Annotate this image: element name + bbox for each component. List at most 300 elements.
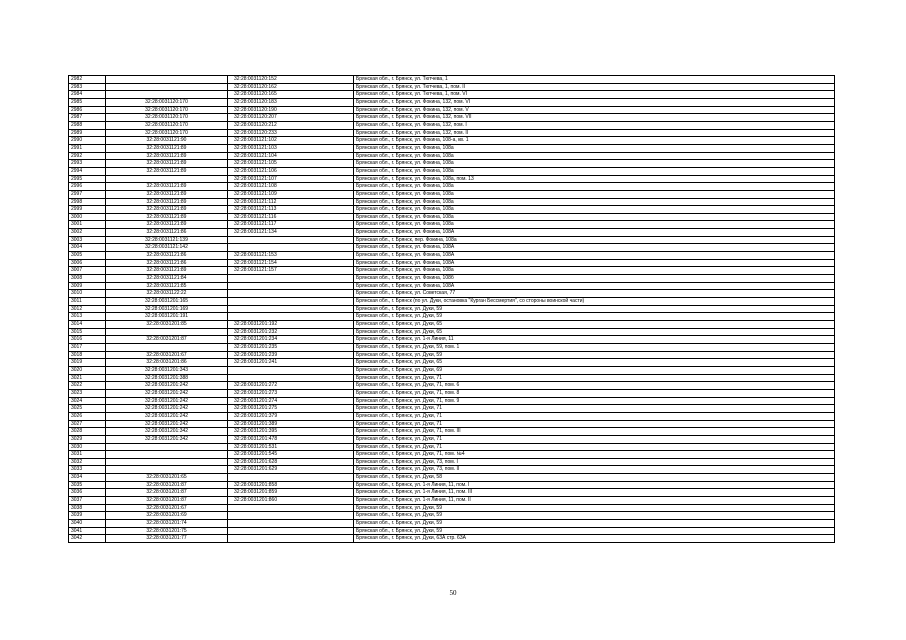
- address-cell: Брянская обл., г. Брянск, ул. Фокина, 108а: [354, 160, 835, 168]
- address-cell: Брянская обл., г. Брянск, ул. Дуки, 71: [354, 412, 835, 420]
- table-row: [69, 359, 835, 367]
- cadastral-number-cell: 32:28:0031120:207: [228, 114, 354, 122]
- parent-cadastral-number-cell: 32:28:0031201:242: [106, 397, 228, 405]
- parent-cadastral-number-cell: 32:28:0031121:89: [106, 206, 228, 214]
- address-cell: Брянская обл., г. Брянск, ул. Дуки, 73, пом. I: [354, 458, 835, 466]
- row-number-cell: 3011: [69, 298, 106, 306]
- parent-cadastral-number-cell: 32:28:0031121:86: [106, 259, 228, 267]
- parent-cadastral-number-cell: 32:28:0031121:89: [106, 160, 228, 168]
- parent-cadastral-number-cell: 32:28:0031121:89: [106, 167, 228, 175]
- row-number-cell: 3018: [69, 351, 106, 359]
- parent-cadastral-number-cell: [106, 328, 228, 336]
- parent-cadastral-number-cell: 32:28:0031201:388: [106, 374, 228, 382]
- table-row: [69, 428, 835, 436]
- row-number-cell: 2985: [69, 98, 106, 106]
- table-row: [69, 382, 835, 390]
- address-cell: Брянская обл., г. Брянск, ул. Дуки, 59: [354, 313, 835, 321]
- row-number-cell: 3003: [69, 236, 106, 244]
- table-row: [69, 389, 835, 397]
- address-cell: Брянская обл., г. Брянск, ул. Дуки, 71: [354, 443, 835, 451]
- row-number-cell: 2990: [69, 137, 106, 145]
- address-cell: Брянская обл., г. Брянск, ул. Дуки, 59: [354, 305, 835, 313]
- cadastral-number-cell: 32:28:0031121:154: [228, 259, 354, 267]
- parent-cadastral-number-cell: 32:28:0031201:342: [106, 428, 228, 436]
- address-cell: Брянская обл., г. Брянск, ул. 1-я Линия, 11, пом. I: [354, 481, 835, 489]
- parent-cadastral-number-cell: [106, 458, 228, 466]
- cadastral-number-cell: 32:28:0031201:531: [228, 443, 354, 451]
- row-number-cell: 3016: [69, 336, 106, 344]
- table-row: [69, 290, 835, 298]
- row-number-cell: 3007: [69, 267, 106, 275]
- address-cell: Брянская обл., г. Брянск, ул. Дуки, 59: [354, 504, 835, 512]
- cadastral-number-cell: 32:28:0031121:117: [228, 221, 354, 229]
- address-cell: Брянская обл., г. Брянск, ул. Фокина, 132, пом. I: [354, 121, 835, 129]
- row-number-cell: 3021: [69, 374, 106, 382]
- cadastral-number-cell: 32:28:0031121:103: [228, 144, 354, 152]
- address-cell: Брянская обл., г. Брянск, ул. Дуки, 71, пом. 8: [354, 389, 835, 397]
- cadastral-number-cell: 32:28:0031201:395: [228, 428, 354, 436]
- address-cell: Брянская обл., г. Брянск, ул. Фокина, 108а: [354, 267, 835, 275]
- table-row: [69, 129, 835, 137]
- address-cell: Брянская обл., г. Брянск, ул. Фокина, 108а: [354, 144, 835, 152]
- table-row: [69, 229, 835, 237]
- address-cell: Брянская обл., г. Брянск, ул. 1-я Линия, 11: [354, 336, 835, 344]
- parent-cadastral-number-cell: 32:28:0031201:75: [106, 527, 228, 535]
- address-cell: Брянская обл., г. Брянск, ул. Дуки, 59: [354, 351, 835, 359]
- table-row: [69, 76, 835, 84]
- cadastral-number-cell: [228, 236, 354, 244]
- cadastral-number-cell: 32:28:0031201:272: [228, 382, 354, 390]
- table-row: [69, 405, 835, 413]
- cadastral-number-cell: 32:28:0031120:165: [228, 91, 354, 99]
- table-row: [69, 443, 835, 451]
- parent-cadastral-number-cell: 32:28:0031120:170: [106, 114, 228, 122]
- address-cell: Брянская обл., г. Брянск, ул. Дуки, 69: [354, 366, 835, 374]
- table-row: [69, 206, 835, 214]
- table-row: [69, 489, 835, 497]
- parent-cadastral-number-cell: 32:28:0031120:170: [106, 121, 228, 129]
- row-number-cell: 3000: [69, 213, 106, 221]
- table-row: [69, 474, 835, 482]
- parent-cadastral-number-cell: 32:28:0031201:87: [106, 336, 228, 344]
- address-cell: Брянская обл., г. Брянск, ул. Дуки, 59: [354, 520, 835, 528]
- table-row: [69, 213, 835, 221]
- row-number-cell: 3040: [69, 520, 106, 528]
- row-number-cell: 2983: [69, 83, 106, 91]
- cadastral-number-cell: 32:28:0031201:273: [228, 389, 354, 397]
- table-row: [69, 244, 835, 252]
- address-cell: Брянская обл., г. Брянск, ул. Дуки, 58: [354, 474, 835, 482]
- row-number-cell: 2998: [69, 198, 106, 206]
- parent-cadastral-number-cell: 32:28:0031201:74: [106, 520, 228, 528]
- table-row: [69, 451, 835, 459]
- table-row: [69, 221, 835, 229]
- address-cell: Брянская обл., г. Брянск, ул. Советская, 77: [354, 290, 835, 298]
- address-cell: Брянская обл., г. Брянск, ул. Дуки, 59, пом. 1: [354, 343, 835, 351]
- row-number-cell: 3024: [69, 397, 106, 405]
- table-row: [69, 121, 835, 129]
- table-row: [69, 504, 835, 512]
- address-cell: Брянская обл., г. Брянск, ул. Дуки, 71: [354, 374, 835, 382]
- table-row: [69, 527, 835, 535]
- row-number-cell: 2995: [69, 175, 106, 183]
- parent-cadastral-number-cell: 32:28:0031201:65: [106, 474, 228, 482]
- row-number-cell: 3013: [69, 313, 106, 321]
- row-number-cell: 3015: [69, 328, 106, 336]
- parent-cadastral-number-cell: 32:28:0031120:170: [106, 106, 228, 114]
- parent-cadastral-number-cell: 32:28:0031121:86: [106, 252, 228, 260]
- cadastral-number-cell: [228, 535, 354, 543]
- parent-cadastral-number-cell: 32:28:0031201:87: [106, 497, 228, 505]
- cadastral-number-cell: 32:28:0031201:478: [228, 435, 354, 443]
- row-number-cell: 3002: [69, 229, 106, 237]
- row-number-cell: 3009: [69, 282, 106, 290]
- parent-cadastral-number-cell: [106, 76, 228, 84]
- cadastral-number-cell: 32:28:0031201:275: [228, 405, 354, 413]
- parent-cadastral-number-cell: 32:28:0031201:165: [106, 298, 228, 306]
- address-cell: Брянская обл., г. Брянск, ул. Дуки, 65: [354, 321, 835, 329]
- address-cell: Брянская обл., г. Брянск, ул. Дуки, 73, пом. II: [354, 466, 835, 474]
- parent-cadastral-number-cell: 32:28:0031201:242: [106, 389, 228, 397]
- table-row: [69, 91, 835, 99]
- address-cell: Брянская обл., г. Брянск, ул. Фокина, 108а: [354, 167, 835, 175]
- table-row: [69, 267, 835, 275]
- parent-cadastral-number-cell: 32:28:0031120:170: [106, 98, 228, 106]
- row-number-cell: 3027: [69, 420, 106, 428]
- table-row: [69, 336, 835, 344]
- table-row: [69, 252, 835, 260]
- parent-cadastral-number-cell: 32:28:0031201:87: [106, 481, 228, 489]
- row-number-cell: 3037: [69, 497, 106, 505]
- row-number-cell: 3022: [69, 382, 106, 390]
- table-row: [69, 481, 835, 489]
- row-number-cell: 3023: [69, 389, 106, 397]
- address-cell: Брянская обл., г. Брянск, ул. 1-я Линия, 11, пом. III: [354, 489, 835, 497]
- row-number-cell: 3014: [69, 321, 106, 329]
- parent-cadastral-number-cell: 32:28:0031201:242: [106, 412, 228, 420]
- address-cell: Брянская обл., г. Брянск, ул. Дуки, 71, пом. III: [354, 428, 835, 436]
- cadastral-number-cell: 32:28:0031121:134: [228, 229, 354, 237]
- address-cell: Брянская обл., г. Брянск, ул. Фокина, 108-а, кв. 1: [354, 137, 835, 145]
- table-row: [69, 497, 835, 505]
- table-row: [69, 98, 835, 106]
- table-body: [69, 76, 835, 543]
- cadastral-number-cell: 32:28:0031120:183: [228, 98, 354, 106]
- cadastral-number-cell: [228, 374, 354, 382]
- address-cell: Брянская обл., г. Брянск, ул. Дуки, 71: [354, 435, 835, 443]
- table-row: [69, 259, 835, 267]
- cadastral-number-cell: 32:28:0031201:192: [228, 321, 354, 329]
- table-row: [69, 83, 835, 91]
- cadastral-number-cell: [228, 520, 354, 528]
- row-number-cell: 2994: [69, 167, 106, 175]
- row-number-cell: 2989: [69, 129, 106, 137]
- cadastral-number-cell: [228, 366, 354, 374]
- address-cell: Брянская обл., г. Брянск, ул. Фокина, 108а: [354, 206, 835, 214]
- table-row: [69, 275, 835, 283]
- cadastral-number-cell: 32:28:0031121:109: [228, 190, 354, 198]
- parent-cadastral-number-cell: 32:28:0031121:89: [106, 190, 228, 198]
- cadastral-number-cell: [228, 504, 354, 512]
- parent-cadastral-number-cell: 32:28:0031201:342: [106, 435, 228, 443]
- table-row: [69, 305, 835, 313]
- cadastral-number-cell: 32:28:0031121:104: [228, 152, 354, 160]
- address-cell: Брянская обл., г. Брянск, ул. Дуки, 71, пом. №4: [354, 451, 835, 459]
- cadastral-number-cell: [228, 275, 354, 283]
- address-cell: Брянская обл., г. Брянск, ул. Дуки, 71, пом. 9: [354, 397, 835, 405]
- parent-cadastral-number-cell: 32:28:0031121:89: [106, 267, 228, 275]
- parent-cadastral-number-cell: [106, 451, 228, 459]
- parent-cadastral-number-cell: 32:28:0031201:77: [106, 535, 228, 543]
- row-number-cell: 3028: [69, 428, 106, 436]
- parent-cadastral-number-cell: 32:28:0031201:191: [106, 313, 228, 321]
- parent-cadastral-number-cell: 32:28:0031121:90: [106, 137, 228, 145]
- cadastral-number-cell: [228, 527, 354, 535]
- row-number-cell: 3029: [69, 435, 106, 443]
- cadastral-number-cell: 32:28:0031120:162: [228, 83, 354, 91]
- table-row: [69, 236, 835, 244]
- row-number-cell: 3042: [69, 535, 106, 543]
- address-cell: Брянская обл., г. Брянск, ул. Фокина, 108А: [354, 259, 835, 267]
- address-cell: Брянская обл., г. Брянск, ул. 1-я Линия, 11, пом. II: [354, 497, 835, 505]
- cadastral-number-cell: 32:28:0031201:274: [228, 397, 354, 405]
- table-row: [69, 175, 835, 183]
- row-number-cell: 3030: [69, 443, 106, 451]
- parent-cadastral-number-cell: 32:28:0031121:89: [106, 221, 228, 229]
- row-number-cell: 2992: [69, 152, 106, 160]
- cadastral-number-cell: 32:28:0031201:858: [228, 481, 354, 489]
- parent-cadastral-number-cell: 32:28:0031121:86: [106, 229, 228, 237]
- table-row: [69, 343, 835, 351]
- row-number-cell: 3010: [69, 290, 106, 298]
- table-row: [69, 512, 835, 520]
- parent-cadastral-number-cell: 32:28:0031201:69: [106, 512, 228, 520]
- cadastral-number-cell: 32:28:0031201:241: [228, 359, 354, 367]
- row-number-cell: 2984: [69, 91, 106, 99]
- cadastral-number-cell: [228, 244, 354, 252]
- parent-cadastral-number-cell: [106, 83, 228, 91]
- row-number-cell: 2986: [69, 106, 106, 114]
- table-row: [69, 152, 835, 160]
- parent-cadastral-number-cell: 32:28:0031201:85: [106, 321, 228, 329]
- parent-cadastral-number-cell: 32:28:0031201:242: [106, 382, 228, 390]
- parent-cadastral-number-cell: 32:28:0031201:86: [106, 359, 228, 367]
- parent-cadastral-number-cell: [106, 443, 228, 451]
- address-cell: Брянская обл., г. Брянск, ул. Фокина, 132, пом. II: [354, 129, 835, 137]
- table-row: [69, 160, 835, 168]
- address-cell: Брянская обл., г. Брянск, ул. Фокина, 108а: [354, 152, 835, 160]
- cadastral-number-cell: 32:28:0031121:108: [228, 183, 354, 191]
- row-number-cell: 2999: [69, 206, 106, 214]
- parent-cadastral-number-cell: [106, 343, 228, 351]
- row-number-cell: 3033: [69, 466, 106, 474]
- row-number-cell: 3004: [69, 244, 106, 252]
- row-number-cell: 3039: [69, 512, 106, 520]
- parent-cadastral-number-cell: 32:28:0031122:22: [106, 290, 228, 298]
- parent-cadastral-number-cell: 32:28:0031201:67: [106, 351, 228, 359]
- table-row: [69, 374, 835, 382]
- parent-cadastral-number-cell: 32:28:0031121:89: [106, 198, 228, 206]
- row-number-cell: 3005: [69, 252, 106, 260]
- row-number-cell: 2993: [69, 160, 106, 168]
- row-number-cell: 3034: [69, 474, 106, 482]
- table-row: [69, 114, 835, 122]
- row-number-cell: 3025: [69, 405, 106, 413]
- row-number-cell: 3032: [69, 458, 106, 466]
- address-cell: Брянская обл., г. Брянск, ул. Фокина, 108а: [354, 198, 835, 206]
- cadastral-number-cell: 32:28:0031201:232: [228, 328, 354, 336]
- row-number-cell: 2988: [69, 121, 106, 129]
- cadastral-number-cell: 32:28:0031121:112: [228, 198, 354, 206]
- parent-cadastral-number-cell: 32:28:0031121:139: [106, 236, 228, 244]
- cadastral-number-cell: 32:28:0031121:106: [228, 167, 354, 175]
- parent-cadastral-number-cell: 32:28:0031201:169: [106, 305, 228, 313]
- cadastral-number-cell: 32:28:0031121:102: [228, 137, 354, 145]
- cadastral-number-cell: 32:28:0031201:859: [228, 489, 354, 497]
- address-cell: Брянская обл., г. Брянск, ул. Фокина, 108а: [354, 190, 835, 198]
- row-number-cell: 3019: [69, 359, 106, 367]
- cadastral-number-cell: [228, 313, 354, 321]
- cadastral-number-cell: 32:28:0031121:105: [228, 160, 354, 168]
- parent-cadastral-number-cell: 32:28:0031121:89: [106, 152, 228, 160]
- page-number: 50: [449, 589, 457, 597]
- address-cell: Брянская обл., г. Брянск, ул. Фокина, 132, пом. VII: [354, 114, 835, 122]
- parent-cadastral-number-cell: [106, 175, 228, 183]
- row-number-cell: 3001: [69, 221, 106, 229]
- row-number-cell: 3017: [69, 343, 106, 351]
- parent-cadastral-number-cell: 32:28:0031121:142: [106, 244, 228, 252]
- row-number-cell: 3020: [69, 366, 106, 374]
- address-cell: Брянская обл., г. Брянск, ул. Дуки, 71: [354, 405, 835, 413]
- address-cell: Брянская обл., г. Брянск, ул. Тютчева, 1: [354, 76, 835, 84]
- parent-cadastral-number-cell: 32:28:0031201:242: [106, 405, 228, 413]
- parent-cadastral-number-cell: 32:28:0031201:343: [106, 366, 228, 374]
- address-cell: Брянская обл., г. Брянск, ул. Фокина, 108А: [354, 282, 835, 290]
- cadastral-number-cell: 32:28:0031201:389: [228, 420, 354, 428]
- cadastral-number-cell: 32:28:0031121:153: [228, 252, 354, 260]
- address-cell: Брянская обл., г. Брянск, ул. Дуки, 71, пом. 6: [354, 382, 835, 390]
- cadastral-number-cell: 32:28:0031201:239: [228, 351, 354, 359]
- cadastral-number-cell: 32:28:0031201:628: [228, 458, 354, 466]
- table-row: [69, 366, 835, 374]
- row-number-cell: 3008: [69, 275, 106, 283]
- table-row: [69, 190, 835, 198]
- cadastral-number-cell: [228, 305, 354, 313]
- address-cell: Брянская обл., г. Брянск, ул. Фокина, 108а: [354, 183, 835, 191]
- row-number-cell: 2997: [69, 190, 106, 198]
- cadastral-number-cell: 32:28:0031121:107: [228, 175, 354, 183]
- table-row: [69, 137, 835, 145]
- parent-cadastral-number-cell: [106, 466, 228, 474]
- parent-cadastral-number-cell: 32:28:0031201:87: [106, 489, 228, 497]
- row-number-cell: 3006: [69, 259, 106, 267]
- row-number-cell: 3036: [69, 489, 106, 497]
- address-cell: Брянская обл., г. Брянск, ул. Фокина, 132, пом. VI: [354, 98, 835, 106]
- cadastral-number-cell: [228, 298, 354, 306]
- table-row: [69, 412, 835, 420]
- cadastral-number-cell: [228, 512, 354, 520]
- row-number-cell: 3035: [69, 481, 106, 489]
- address-cell: Брянская обл., г. Брянск, ул. Дуки, 65: [354, 359, 835, 367]
- parent-cadastral-number-cell: [106, 91, 228, 99]
- cadastral-number-cell: 32:28:0031201:234: [228, 336, 354, 344]
- cadastral-number-cell: 32:28:0031121:113: [228, 206, 354, 214]
- table-row: [69, 313, 835, 321]
- address-cell: Брянская обл., г. Брянск, ул. Тютчева, 1, пом. VI: [354, 91, 835, 99]
- table-row: [69, 466, 835, 474]
- row-number-cell: 3026: [69, 412, 106, 420]
- cadastral-number-cell: 32:28:0031120:212: [228, 121, 354, 129]
- address-cell: Брянская обл., г. Брянск, ул. Фокина, 108а, пом. 13: [354, 175, 835, 183]
- address-cell: Брянская обл., г. Брянск, ул. Фокина, 108А: [354, 244, 835, 252]
- table-row: [69, 520, 835, 528]
- cadastral-table: [68, 75, 835, 543]
- parent-cadastral-number-cell: 32:28:0031121:89: [106, 183, 228, 191]
- parent-cadastral-number-cell: 32:28:0031201:242: [106, 420, 228, 428]
- cadastral-number-cell: 32:28:0031201:545: [228, 451, 354, 459]
- cadastral-number-cell: 32:28:0031201:379: [228, 412, 354, 420]
- row-number-cell: 3041: [69, 527, 106, 535]
- address-cell: Брянская обл., г. Брянск, ул. Дуки, 65: [354, 328, 835, 336]
- cadastral-number-cell: 32:28:0031201:629: [228, 466, 354, 474]
- row-number-cell: 2982: [69, 76, 106, 84]
- address-cell: Брянская обл., г. Брянск, ул. Тютчева, 1, пом. II: [354, 83, 835, 91]
- address-cell: Брянская обл., г. Брянск, ул. Фокина, 132, пом. V: [354, 106, 835, 114]
- cadastral-number-cell: 32:28:0031120:190: [228, 106, 354, 114]
- table-row: [69, 435, 835, 443]
- address-cell: Брянская обл., г. Брянск, пер. Фокина, 108а: [354, 236, 835, 244]
- row-number-cell: 2996: [69, 183, 106, 191]
- address-cell: Брянская обл., г. Брянск (по ул. Дуки, остановка "Курган Бессмертия", со стороны воинской части): [354, 298, 835, 306]
- table-row: [69, 328, 835, 336]
- table-row: [69, 167, 835, 175]
- parent-cadastral-number-cell: 32:28:0031121:84: [106, 275, 228, 283]
- table-row: [69, 144, 835, 152]
- table-row: [69, 321, 835, 329]
- parent-cadastral-number-cell: 32:28:0031121:89: [106, 213, 228, 221]
- cadastral-number-cell: 32:28:0031120:233: [228, 129, 354, 137]
- cadastral-number-cell: 32:28:0031120:152: [228, 76, 354, 84]
- parent-cadastral-number-cell: 32:28:0031121:85: [106, 282, 228, 290]
- cadastral-number-cell: 32:28:0031121:157: [228, 267, 354, 275]
- row-number-cell: 3012: [69, 305, 106, 313]
- table-row: [69, 282, 835, 290]
- cadastral-number-cell: [228, 474, 354, 482]
- table-row: [69, 420, 835, 428]
- cadastral-number-cell: 32:28:0031121:116: [228, 213, 354, 221]
- table-row: [69, 397, 835, 405]
- parent-cadastral-number-cell: 32:28:0031121:89: [106, 144, 228, 152]
- cadastral-number-cell: [228, 290, 354, 298]
- table-row: [69, 106, 835, 114]
- address-cell: Брянская обл., г. Брянск, ул. Фокина, 108а: [354, 221, 835, 229]
- cadastral-number-cell: 32:28:0031201:235: [228, 343, 354, 351]
- address-cell: Брянская обл., г. Брянск, ул. Дуки, 59: [354, 527, 835, 535]
- parent-cadastral-number-cell: 32:28:0031201:67: [106, 504, 228, 512]
- row-number-cell: 2991: [69, 144, 106, 152]
- address-cell: Брянская обл., г. Брянск, ул. Фокина, 108А: [354, 252, 835, 260]
- address-cell: Брянская обл., г. Брянск, ул. Фокина, 108а: [354, 213, 835, 221]
- row-number-cell: 2987: [69, 114, 106, 122]
- table-row: [69, 351, 835, 359]
- row-number-cell: 3031: [69, 451, 106, 459]
- parent-cadastral-number-cell: 32:28:0031120:170: [106, 129, 228, 137]
- address-cell: Брянская обл., г. Брянск, ул. Дуки, 71: [354, 420, 835, 428]
- table-row: [69, 458, 835, 466]
- address-cell: Брянская обл., г. Брянск, ул. Дуки, 63А стр. 63А: [354, 535, 835, 543]
- cadastral-number-cell: 32:28:0031201:860: [228, 497, 354, 505]
- address-cell: Брянская обл., г. Брянск, ул. Фокина, 108б: [354, 275, 835, 283]
